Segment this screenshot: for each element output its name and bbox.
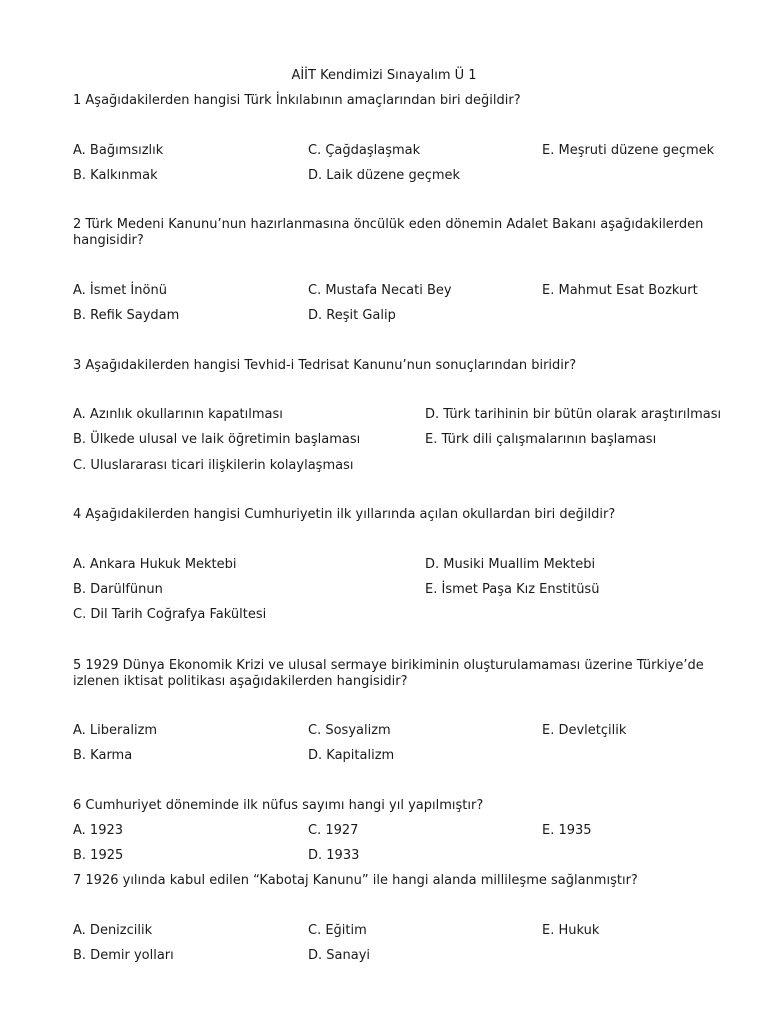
question-1-text: 1 Aşağıdakilerden hangisi Türk İnkılabının amaçlarından biri değildir? (73, 93, 521, 108)
q2-option-c: C. Mustafa Necati Bey (308, 283, 452, 298)
q3-option-c: C. Uluslararası ticari ilişkilerin kolaylaşması (73, 458, 354, 473)
q7-option-e: E. Hukuk (542, 923, 600, 938)
q4-option-b: B. Darülfünun (73, 582, 163, 597)
q4-option-d: D. Musiki Muallim Mektebi (425, 557, 596, 572)
q4-option-c: C. Dil Tarih Coğrafya Fakültesi (73, 607, 267, 622)
q6-option-a: A. 1923 (73, 823, 124, 838)
q3-option-e: E. Türk dili çalışmalarının başlaması (425, 432, 657, 447)
q2-option-a: A. İsmet İnönü (73, 283, 167, 298)
q1-option-b: B. Kalkınmak (73, 168, 158, 183)
q2-option-d: D. Reşit Galip (308, 308, 396, 323)
q7-option-d: D. Sanayi (308, 948, 371, 963)
question-2-text: 2 Türk Medeni Kanunu’nun hazırlanmasına öncülük eden dönemin Adalet Bakanı aşağıdakilerden hangisidir? (73, 217, 704, 248)
q4-option-a: A. Ankara Hukuk Mektebi (73, 557, 237, 572)
q6-option-b: B. 1925 (73, 848, 124, 863)
q1-option-d: D. Laik düzene geçmek (308, 168, 461, 183)
q7-option-c: C. Eğitim (308, 923, 367, 938)
q5-option-e: E. Devletçilik (542, 723, 627, 738)
q7-option-b: B. Demir yolları (73, 948, 174, 963)
q3-option-d: D. Türk tarihinin bir bütün olarak araştırılması (425, 407, 722, 422)
document-title: AİİT Kendimizi Sınayalım Ü 1 (291, 68, 477, 83)
q6-option-e: E. 1935 (542, 823, 592, 838)
q2-option-b: B. Refik Saydam (73, 308, 180, 323)
q5-option-a: A. Liberalizm (73, 723, 158, 738)
q6-option-c: C. 1927 (308, 823, 359, 838)
question-5-text: 5 1929 Dünya Ekonomik Krizi ve ulusal sermaye birikiminin oluşturulamaması üzerine Türkiye’de izlenen iktisat politikası aşağıdakilerden hangisidir? (73, 658, 704, 689)
q4-option-e: E. İsmet Paşa Kız Enstitüsü (425, 582, 600, 597)
q5-option-d: D. Kapitalizm (308, 748, 395, 763)
q3-option-b: B. Ülkede ulusal ve laik öğretimin başlaması (73, 432, 361, 447)
q2-option-e: E. Mahmut Esat Bozkurt (542, 283, 698, 298)
q1-option-a: A. Bağımsızlık (73, 143, 164, 158)
q1-option-c: C. Çağdaşlaşmak (308, 143, 421, 158)
question-3-text: 3 Aşağıdakilerden hangisi Tevhid-i Tedrisat Kanunu’nun sonuçlarından biridir? (73, 358, 577, 373)
q3-option-a: A. Azınlık okullarının kapatılması (73, 407, 283, 422)
question-6-text: 6 Cumhuriyet döneminde ilk nüfus sayımı hangi yıl yapılmıştır? (73, 798, 484, 813)
q5-option-b: B. Karma (73, 748, 133, 763)
question-4-text: 4 Aşağıdakilerden hangisi Cumhuriyetin ilk yıllarında açılan okullardan biri değildir? (73, 507, 616, 522)
q5-option-c: C. Sosyalizm (308, 723, 391, 738)
question-7-text: 7 1926 yılında kabul edilen “Kabotaj Kanunu” ile hangi alanda millileşme sağlanmıştır? (73, 873, 638, 888)
q1-option-e: E. Meşruti düzene geçmek (542, 143, 715, 158)
q6-option-d: D. 1933 (308, 848, 360, 863)
q7-option-a: A. Denizcilik (73, 923, 153, 938)
